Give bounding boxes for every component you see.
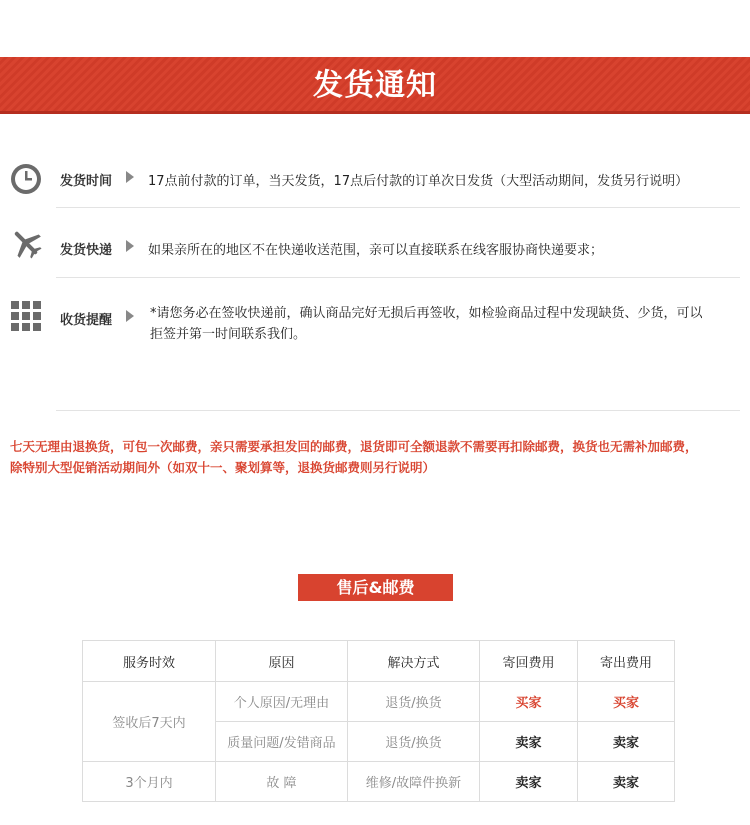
row-label: 发货快递 <box>60 243 113 258</box>
caret-right-icon <box>126 240 134 252</box>
banner-title: 发货通知 <box>313 68 437 103</box>
after-sales-table <box>82 640 675 802</box>
row-text-line1: *请您务必在签收快递前，确认商品完好无损后再签收，如检验商品过程中发现缺货、少货，可以 <box>150 306 703 321</box>
solution-cell: 退货/换货 <box>348 722 480 762</box>
return-fee-cell: 卖家 <box>480 762 578 802</box>
reason-cell: 质量问题/发错商品 <box>216 722 348 762</box>
divider <box>56 410 740 411</box>
reason-cell: 故 障 <box>216 762 348 802</box>
send-fee-cell: 卖家 <box>578 762 675 802</box>
return-fee-cell: 卖家 <box>480 722 578 762</box>
reason-cell: 个人原因/无理由 <box>216 682 348 722</box>
send-fee-cell: 卖家 <box>578 722 675 762</box>
table-header-row <box>83 641 675 682</box>
return-fee-cell: 买家 <box>480 682 578 722</box>
row-text: 如果亲所在的地区不在快递收送范围，亲可以直接联系在线客服协商快递要求； <box>148 243 604 258</box>
caret-right-icon <box>126 310 134 322</box>
row-label: 收货提醒 <box>60 313 113 328</box>
airplane-icon <box>10 227 42 259</box>
clock-icon <box>10 163 42 195</box>
send-fee-cell: 买家 <box>578 682 675 722</box>
header-banner <box>0 57 750 114</box>
period-cell: 3个月内 <box>83 762 216 802</box>
notice-line2: 除特别大型促销活动期间外（如双十一、聚划算等，退换货邮费则另行说明） <box>10 460 436 475</box>
notice-line1: 七天无理由退换货，可包一次邮费，亲只需要承担发回的邮费，退货即可全额退款不需要再扣除邮费，换货也无需补加邮费， <box>10 439 698 454</box>
header-cell: 原因 <box>216 641 348 682</box>
grid-icon <box>11 301 41 331</box>
return-policy-notice <box>10 436 745 478</box>
divider <box>56 207 740 208</box>
header-cell: 服务时效 <box>83 641 216 682</box>
row-label: 发货时间 <box>60 174 113 189</box>
divider <box>56 277 740 278</box>
header-cell: 寄回费用 <box>480 641 578 682</box>
table-row <box>83 682 675 722</box>
row-text: 17点前付款的订单，当天发货，17点后付款的订单次日发货（大型活动期间，发货另行说明） <box>148 174 689 189</box>
after-sales-title: 售后&邮费 <box>298 574 453 601</box>
period-cell: 签收后7天内 <box>83 682 216 762</box>
solution-cell: 维修/故障件换新 <box>348 762 480 802</box>
solution-cell: 退货/换货 <box>348 682 480 722</box>
caret-right-icon <box>126 171 134 183</box>
header-cell: 寄出费用 <box>578 641 675 682</box>
header-cell: 解决方式 <box>348 641 480 682</box>
row-text-line2: 拒签并第一时间联系我们。 <box>150 327 307 342</box>
table-row <box>83 762 675 802</box>
